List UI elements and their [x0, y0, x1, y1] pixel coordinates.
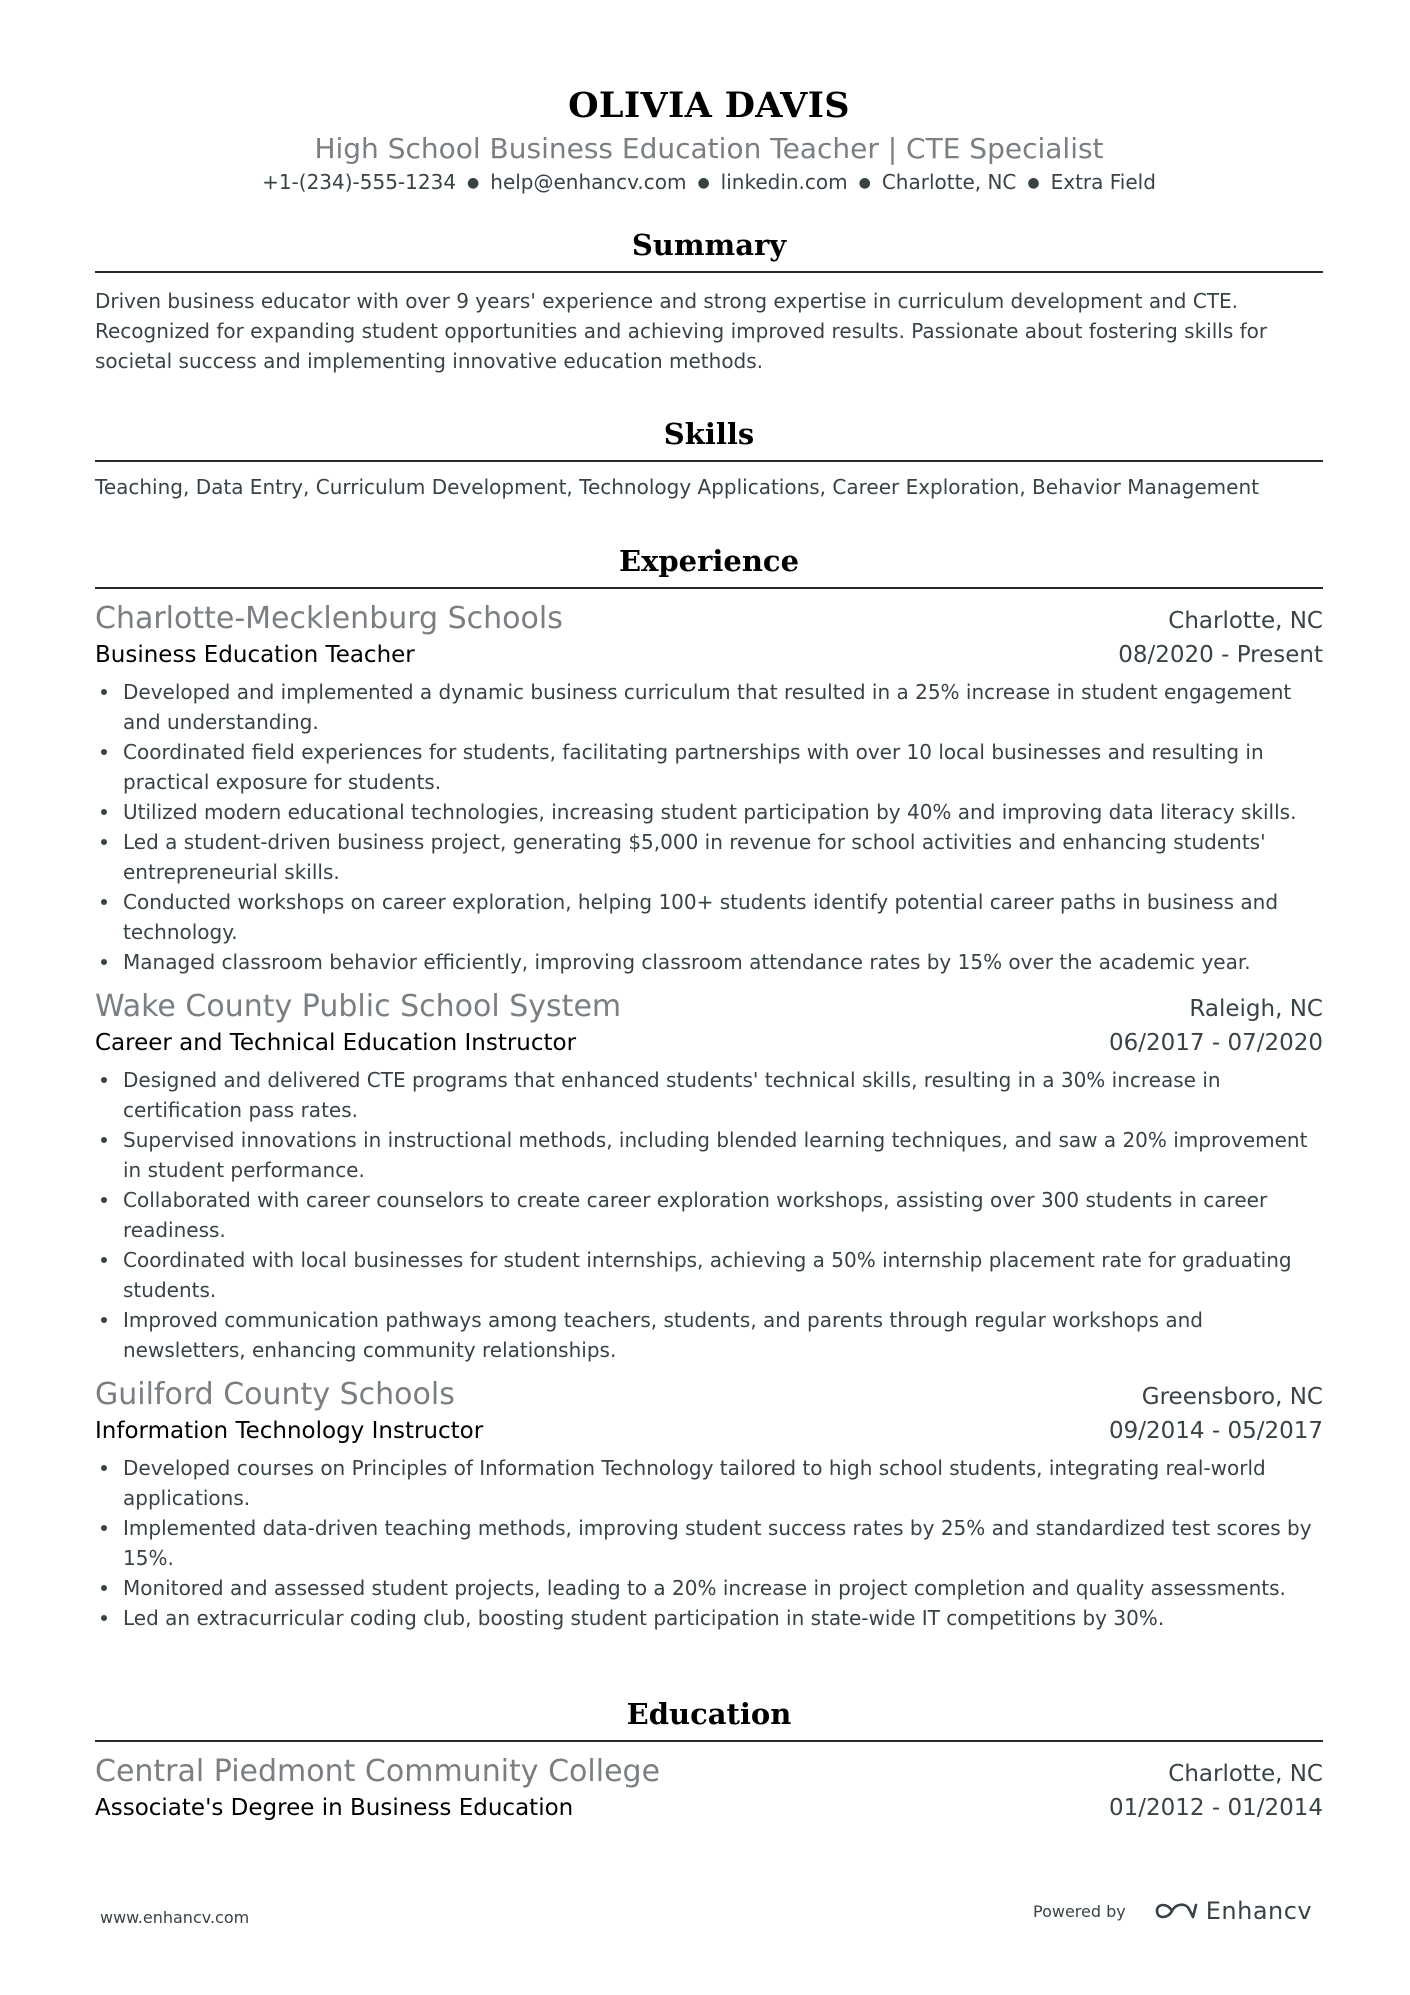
section-divider [95, 587, 1323, 589]
section-heading: Skills [663, 417, 755, 451]
experience-entry [95, 987, 1323, 1365]
summary-text: Driven business educator with over 9 years' experience and strong expertise in curriculum development and CTE. Recognized for expanding student opportunities and achieving improved results. Passionate about fostering skills for societal success and implementing innovative education methods. [95, 289, 1268, 373]
education-entry [95, 1752, 1323, 1824]
separator-dot: ● [697, 175, 710, 191]
achievement-item: Utilized modern educational technologies, increasing student participation by 40% and improving data literacy skills. [95, 797, 1323, 827]
achievement-list [95, 677, 1323, 977]
achievement-item: Led a student-driven business project, generating $5,000 in revenue for school activities and enhancing students' entrepreneurial skills. [95, 827, 1323, 887]
footer-website-link[interactable]: www.enhancv.com [100, 1908, 250, 1927]
contact-extra-field: Extra Field [1050, 170, 1156, 194]
separator-dot: ● [467, 175, 480, 191]
experience-section [95, 543, 1323, 1633]
achievement-item: Coordinated with local businesses for student internships, achieving a 50% internship placement rate for graduating students. [95, 1245, 1323, 1305]
job-title: Business Education Teacher [95, 642, 415, 668]
achievement-item: Collaborated with career counselors to create career exploration workshops, assisting over 300 students in career readiness. [95, 1185, 1323, 1245]
education-dates: 01/2012 - 01/2014 [1108, 1795, 1323, 1821]
school-location: Charlotte, NC [1168, 1761, 1323, 1787]
school-name: Central Piedmont Community College [95, 1754, 661, 1789]
footer-branding [1033, 1897, 1312, 1925]
achievement-item: Developed and implemented a dynamic business curriculum that resulted in a 25% increase in student engagement and understanding. [95, 677, 1323, 737]
section-divider [95, 271, 1323, 273]
experience-entry [95, 1375, 1323, 1633]
achievement-item: Improved communication pathways among teachers, students, and parents through regular workshops and newsletters, enhancing community relationships. [95, 1305, 1323, 1365]
job-title: Career and Technical Education Instructor [95, 1030, 577, 1056]
contact-location: Charlotte, NC [881, 170, 1017, 194]
contact-linkedin[interactable]: linkedin.com [720, 170, 848, 194]
powered-by-label: Powered by [1033, 1901, 1126, 1921]
achievement-item: Developed courses on Principles of Information Technology tailored to high school students, integrating real-world applications. [95, 1453, 1323, 1513]
employer-name: Charlotte-Mecklenburg Schools [95, 601, 563, 636]
separator-dot: ● [1027, 175, 1040, 191]
candidate-title: High School Business Education Teacher | CTE Specialist [314, 132, 1104, 165]
job-title: Information Technology Instructor [95, 1418, 484, 1444]
skills-text: Teaching, Data Entry, Curriculum Development, Technology Applications, Career Exploration, Behavior Management [95, 475, 1259, 499]
job-location: Charlotte, NC [1168, 608, 1323, 634]
section-heading: Summary [631, 228, 787, 262]
candidate-name: OLIVIA DAVIS [568, 85, 850, 126]
contact-line [95, 168, 1323, 199]
enhancv-logo-icon [1152, 1899, 1198, 1923]
experience-entry [95, 599, 1323, 977]
achievement-item: Implemented data-driven teaching methods, improving student success rates by 25% and standardized test scores by 15%. [95, 1513, 1323, 1573]
employer-name: Wake County Public School System [95, 989, 622, 1024]
contact-phone: +1-(234)-555-1234 [262, 170, 457, 194]
summary-section [95, 227, 1323, 376]
resume-header [95, 0, 1323, 199]
resume-page [95, 0, 1323, 1821]
section-divider [95, 460, 1323, 462]
degree-name: Associate's Degree in Business Education [95, 1795, 574, 1821]
section-heading: Education [626, 1697, 792, 1731]
achievement-item: Designed and delivered CTE programs that enhanced students' technical skills, resulting in a 30% increase in certification pass rates. [95, 1065, 1323, 1125]
achievement-list [95, 1453, 1323, 1633]
section-heading: Experience [618, 544, 800, 578]
achievement-item: Supervised innovations in instructional methods, including blended learning techniques, and saw a 20% improvement in student performance. [95, 1125, 1323, 1185]
achievement-item: Led an extracurricular coding club, boosting student participation in state-wide IT competitions by 30%. [95, 1603, 1323, 1633]
achievement-list [95, 1065, 1323, 1365]
achievement-item: Monitored and assessed student projects, leading to a 20% increase in project completion and quality assessments. [95, 1573, 1323, 1603]
job-location: Raleigh, NC [1189, 996, 1323, 1022]
contact-email[interactable]: help@enhancv.com [490, 170, 687, 194]
achievement-item: Conducted workshops on career exploration, helping 100+ students identify potential career paths in business and technology. [95, 887, 1323, 947]
education-section [95, 1696, 1323, 1824]
job-dates: 06/2017 - 07/2020 [1108, 1030, 1323, 1056]
job-location: Greensboro, NC [1141, 1384, 1323, 1410]
job-dates: 08/2020 - Present [1118, 642, 1323, 668]
separator-dot: ● [858, 175, 871, 191]
job-dates: 09/2014 - 05/2017 [1108, 1418, 1323, 1444]
brand-name[interactable]: Enhancv [1205, 1897, 1313, 1925]
employer-name: Guilford County Schools [95, 1377, 455, 1412]
section-divider [95, 1740, 1323, 1742]
achievement-item: Managed classroom behavior efficiently, improving classroom attendance rates by 15% over the academic year. [95, 947, 1323, 977]
skills-section [95, 416, 1323, 502]
achievement-item: Coordinated field experiences for students, facilitating partnerships with over 10 local businesses and resulting in practical exposure for students. [95, 737, 1323, 797]
